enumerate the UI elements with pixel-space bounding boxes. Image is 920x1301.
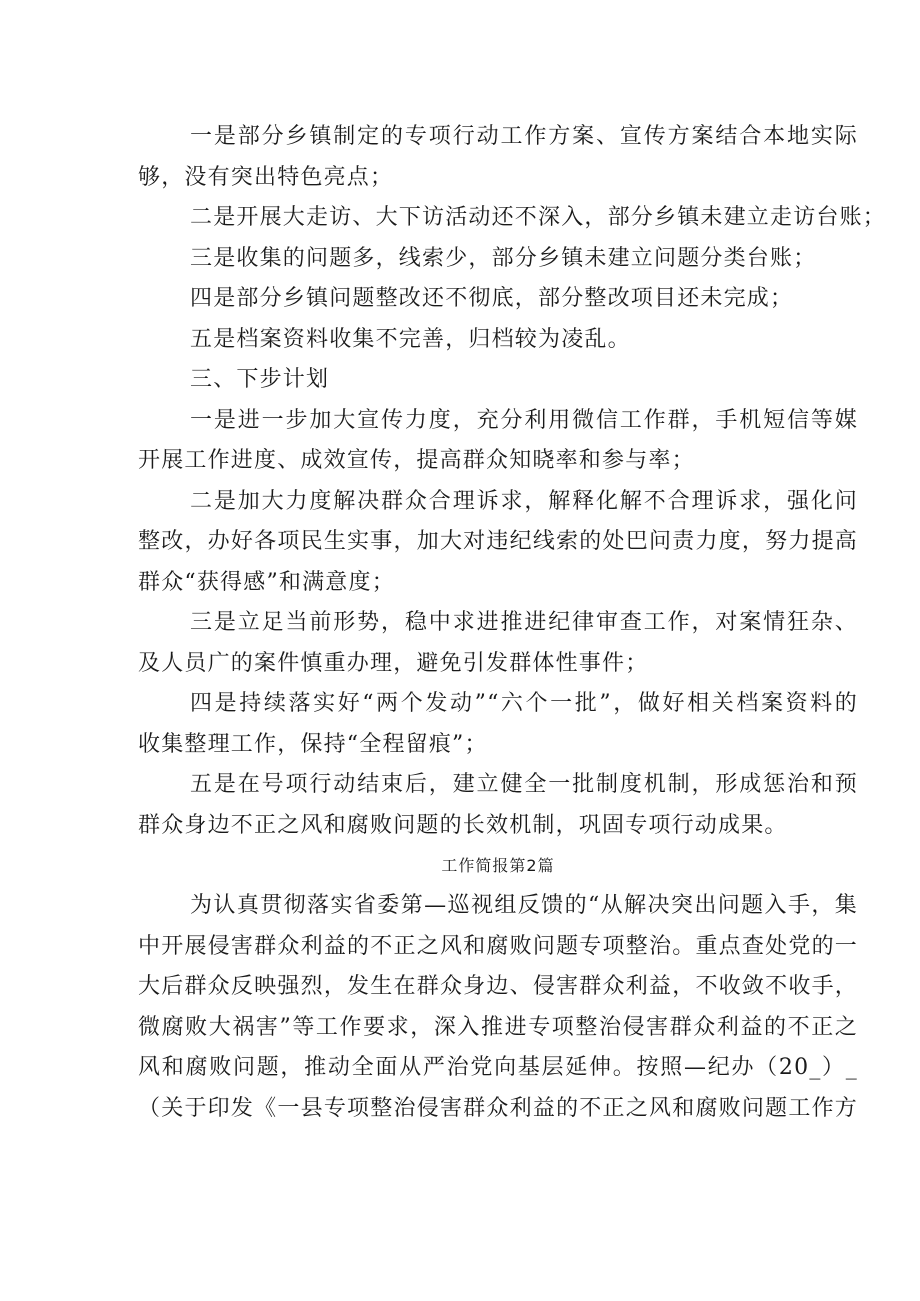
document-body — [138, 117, 887, 1129]
paragraph-line: 一是进一步加大宣传力度，充分利用微信工作群，手机短信等媒 — [190, 407, 858, 433]
paragraph-line: 群众“获得感”和满意度； — [138, 569, 395, 595]
paragraph-line: 收集整理工作，保持“全程留痕”； — [138, 731, 488, 757]
paragraph-line: 大后群众反映强烈，发生在群众身边、侵害群众利益，不收敛不收手， — [138, 974, 858, 999]
paragraph-line: 二是开展大走访、大下访活动还不深入，部分乡镇未建立走访台账； — [190, 205, 887, 230]
section-title: 工作简报第2篇 — [441, 856, 555, 875]
paragraph-line: 五是在号项行动结束后，建立健全一批制度机制，形成惩治和预 — [190, 772, 858, 797]
paragraph-line: 开展工作进度、成效宣传，提高群众知晓率和参与率； — [138, 448, 695, 473]
paragraph-line: 二是加大力度解决群众合理诉求，解释化解不合理诉求，强化问 — [190, 488, 858, 514]
paragraph-line: 群众身边不正之风和腐败问题的长效机制，巩固专项行动成果。 — [138, 812, 788, 838]
paragraph-line: 三是收集的问题多，线索少，部分乡镇未建立问题分类台账； — [190, 245, 817, 271]
paragraph-line: 一是部分乡镇制定的专项行动工作方案、宣传方案结合本地实际 — [190, 124, 858, 149]
section-heading: 三、下步计划 — [190, 367, 330, 392]
paragraph-line: 四是部分乡镇问题整改还不彻底，部分整改项目还未完成； — [190, 286, 794, 311]
paragraph-line: 微腐败大祸害”等工作要求，深入推进专项整治侵害群众利益的不正之 — [138, 1014, 858, 1040]
paragraph-line: 整改，办好各项民生实事，加大对违纪线索的处巴问责力度，努力提高 — [138, 529, 858, 554]
paragraph-line: 风和腐败问题，推动全面从严治党向基层延伸。按照—纪办（20_）_ — [138, 1055, 858, 1080]
paragraph-line: 三是立足当前形势，稳中求进推进纪律审查工作，对案情狂杂、 — [190, 610, 858, 635]
paragraph-line: 中开展侵害群众利益的不正之风和腐败问题专项整治。重点查处党的一 — [138, 933, 858, 959]
paragraph-line: （关于印发《一县专项整治侵害群众利益的不正之风和腐败问题工作方 — [138, 1095, 858, 1121]
paragraph-line: 五是档案资料收集不完善，归档较为凌乱。 — [190, 326, 631, 352]
paragraph-line: 及人员广的案件慎重办理，避免引发群体性事件； — [138, 650, 649, 676]
paragraph-line: 够，没有突出特色亮点； — [138, 164, 394, 190]
paragraph-line: 四是持续落实好“两个发动”“六个一批”，做好相关档案资料的 — [190, 691, 858, 716]
paragraph-line: 为认真贯彻落实省委第—巡视组反馈的“从解决突出问题入手，集 — [190, 893, 858, 918]
